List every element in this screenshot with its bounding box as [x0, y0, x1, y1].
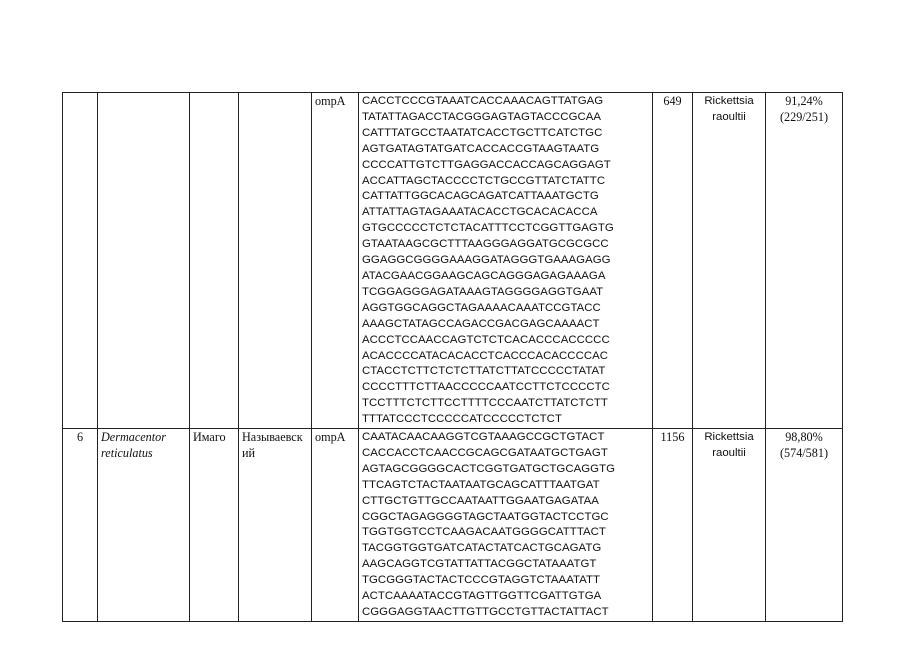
organism-cell: [693, 429, 766, 622]
gene-cell: ompA: [312, 93, 359, 429]
row-number-cell: [63, 93, 98, 429]
sequence-line: CCCCTTTCTTAACCCCCAATCCTTCTCCCCTC: [362, 381, 610, 394]
identity-percent: 91,24%: [785, 94, 823, 108]
sequence-line: CACCACCTCAACCGCAGCGATAATGCTGAGT: [362, 446, 608, 459]
location-line: Называевск: [242, 430, 303, 445]
sequence-table: [62, 92, 843, 622]
sequence-line: GTAATAAGCGCTTTAAGGGAGGATGCGCGCC: [362, 238, 609, 251]
sequence-line: CACCTCCCGTAAATCACCAAACAGTTATGAG: [362, 95, 604, 107]
sequence-line: TGCGGGTACTACTCCCGTAGGTCTAAATATT: [362, 574, 600, 587]
sequence-line: TGGTGGTCCTCAAGACAATGGGGCATTTACT: [362, 526, 606, 539]
length-cell: 649: [653, 93, 693, 429]
sequence-line: AGTAGCGGGGCACTCGGTGATGCTGCAGGTG: [362, 462, 615, 475]
sequence-line: AAGCAGGTCGTATTATTACGGCTATAAATGT: [362, 558, 597, 571]
sequence-line: ACTCAAAATACCGTAGTTGGTTCGATTGTGA: [362, 590, 602, 603]
identity-cell: [766, 93, 843, 429]
stage-cell: [190, 93, 239, 429]
sequence-line: CCCCATTGTCTTGAGGACCACCAGCAGGAGT: [362, 158, 611, 171]
identity-ratio: (229/251): [779, 109, 829, 124]
sequence-cell: [359, 429, 653, 622]
species-cell: [98, 429, 190, 622]
species-cell: [98, 93, 190, 429]
location-cell: [239, 93, 312, 429]
length-cell: 1156: [653, 429, 693, 622]
row-number-cell: 6: [63, 429, 98, 622]
sequence-line: ACACCCCATACACACCTCACCCACACCCCAC: [362, 349, 609, 362]
sequence-line: TTCAGTCTACTAATAATGCAGCATTTAATGAT: [362, 478, 600, 491]
sequence-line: ACCATTAGCTACCCCTCTGCCGTTATCTATTC: [362, 174, 606, 187]
table-row: [63, 429, 843, 622]
sequence-line: CTACCTCTTCTCTCTTATCTTATCCCCCTATAT: [362, 365, 606, 378]
gene-cell: ompA: [312, 429, 359, 622]
identity-percent: 98,80%: [785, 430, 823, 445]
organism-species: raoultii: [712, 110, 746, 123]
sequence-line: AGGTGGCAGGCTAGAAAACAAATCCGTACC: [362, 301, 601, 314]
sequence-line: GTGCCCCCTCTCTACATTTCCTCGGTTGAGTG: [362, 222, 614, 235]
sequence-line: AGTGATAGTATGATCACCACCGTAAGTAATG: [362, 142, 600, 155]
sequence-line: TACGGTGGTGATCATACTATCACTGCAGATG: [362, 542, 602, 555]
sequence-line: GGAGGCGGGGAAAGGATAGGGTGAAAGAGG: [362, 254, 611, 267]
sequence-line: TTTATCCCTCCCCCATCCCCCTCTCT: [362, 413, 562, 426]
species-epithet: reticulatus: [101, 445, 153, 460]
species-genus: Dermacentor: [101, 430, 166, 445]
organism-genus: Rickettsia: [704, 431, 754, 444]
sequence-line: ACCCTCCAACCAGTCTCTCACACCCACCCCC: [362, 333, 610, 346]
identity-ratio: (574/581): [779, 445, 829, 460]
sequence-line: AAAGCTATAGCCAGACCGACGAGCAAAACT: [362, 317, 600, 330]
identity-cell: [766, 429, 843, 622]
sequence-line: TCCTTTCTCTTCCTTTTCCCAATCTTATCTCTT: [362, 397, 608, 410]
stage-cell: Имаго: [190, 429, 239, 622]
sequence-line: ATACGAACGGAAGCAGCAGGGAGAGAAAGA: [362, 269, 606, 282]
location-line: ий: [242, 445, 256, 460]
organism-genus: Rickettsia: [704, 95, 754, 107]
sequence-line: TCGGAGGGAGATAAAGTAGGGGAGGTGAAT: [362, 285, 604, 298]
organism-species: raoultii: [712, 446, 746, 459]
sequence-line: CGGCTAGAGGGGTAGCTAATGGTACTCCTGC: [362, 510, 609, 523]
sequence-line: CATTTATGCCTAATATCACCTGCTTCATCTGC: [362, 126, 603, 139]
sequence-line: TATATTAGACCTACGGGAGTAGTACCCGCAA: [362, 110, 602, 123]
sequence-line: CGGGAGGTAACTTGTTGCCTGTTACTATTACT: [362, 606, 609, 618]
organism-cell: [693, 93, 766, 429]
sequence-line: ATTATTAGTAGAAATACACCTGCACACACCA: [362, 206, 598, 219]
sequence-line: CAATACAACAAGGTCGTAAAGCCGCTGTACT: [362, 431, 605, 444]
location-cell: [239, 429, 312, 622]
table-row: [63, 93, 843, 429]
sequence-line: CTTGCTGTTGCCAATAATTGGAATGAGATAA: [362, 494, 599, 507]
sequence-cell: [359, 93, 653, 429]
sequence-line: CATTATTGGCACAGCAGATCATTAAATGCTG: [362, 190, 599, 203]
